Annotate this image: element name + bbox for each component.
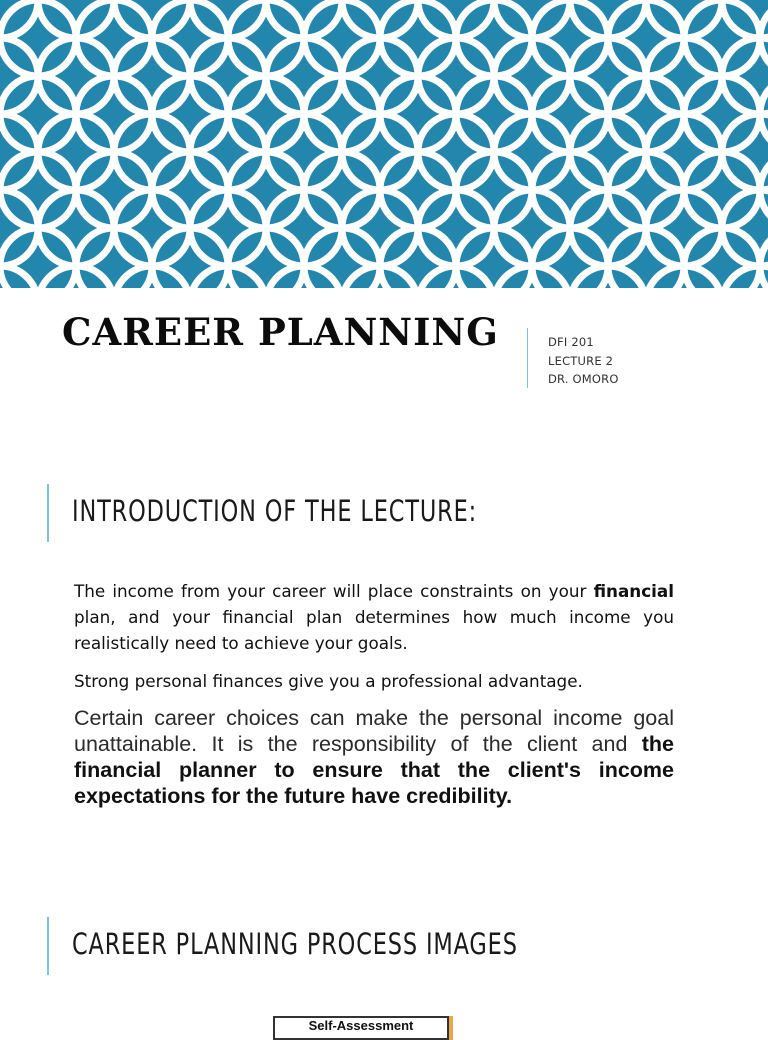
lecture-number: LECTURE 2	[548, 353, 614, 368]
para1-text-start: The income from your career will place constraints on your	[74, 581, 594, 601]
process-section	[0, 917, 768, 997]
title-block	[0, 288, 768, 408]
course-meta	[548, 333, 619, 389]
course-code: DFI 201	[548, 335, 594, 349]
slide-title: CAREER PLANNING	[62, 310, 499, 354]
intro-heading: INTRODUCTION OF THE LECTURE:	[72, 494, 478, 528]
intro-section	[0, 484, 768, 824]
decorative-pattern-banner	[0, 0, 768, 288]
banner-circle-pattern	[0, 0, 768, 288]
process-image-partial	[273, 1016, 449, 1040]
intro-paragraph-1	[74, 578, 674, 656]
para3-bold-text: the financial planner to ensure that the client's income expectations for the future have credibility.	[74, 732, 674, 808]
process-image-label: Self-Assessment	[308, 1018, 414, 1033]
para1-bold-word: financial	[593, 581, 674, 601]
para1-text-end: plan, and your financial plan determines how much income you realistically need to achieve your goals.	[74, 607, 674, 653]
intro-paragraph-2: Strong personal finances give you a professional advantage.	[74, 671, 583, 691]
process-heading: CAREER PLANNING PROCESS IMAGES	[72, 927, 518, 961]
intro-paragraph-3	[74, 705, 674, 809]
para3-text-start: Certain career choices can make the personal income goal unattainable. It is the responsibility of the client and	[74, 706, 674, 756]
title-divider	[527, 328, 528, 388]
section-accent-bar	[47, 917, 49, 975]
section-accent-bar	[47, 484, 49, 542]
lecturer-name: DR. OMORO	[548, 372, 619, 386]
